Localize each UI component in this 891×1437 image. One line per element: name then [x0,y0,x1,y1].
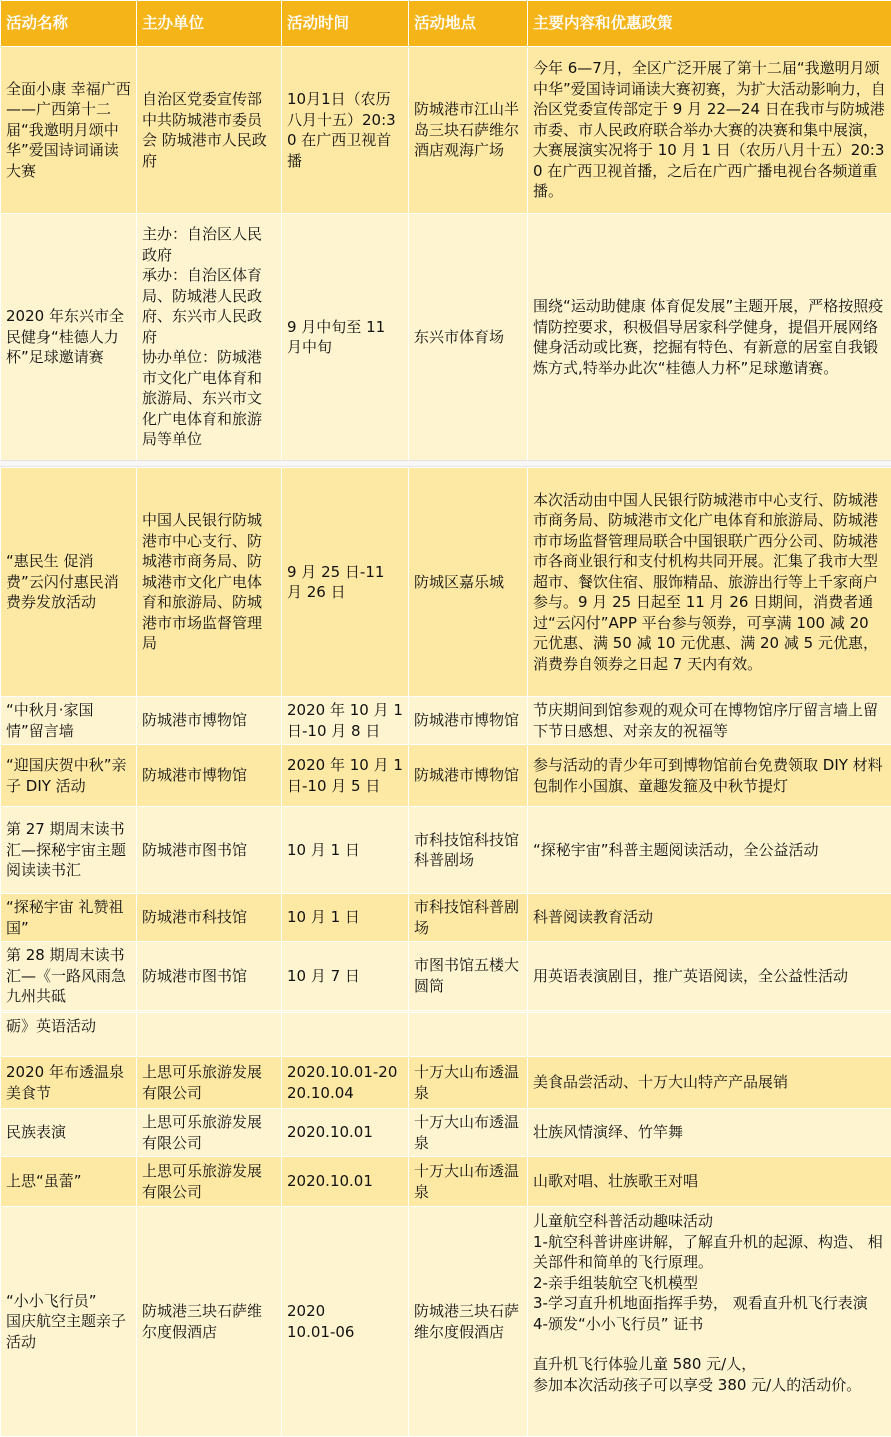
cell-time: 2020 年 10 月 1 日-10 月 8 日 [282,697,409,745]
cell-time: 2020.10.01 [282,1109,409,1157]
header-activity-name: 活动名称 [1,1,137,47]
table-row [1,1057,891,1109]
cell-organizer: 防城港市博物馆 [137,697,282,745]
cell-activity-name: 全面小康 幸福广西 ——广西第十二届“我邀明月颂中华”爱国诗词诵读大赛 [1,47,137,214]
cell-activity-name: 2020 年布透温泉美食节 [1,1057,137,1109]
cell-time: 9 月 25 日-11 月 26 日 [282,468,409,697]
cell-location: 东兴市体育场 [409,214,528,461]
cell-organizer: 防城港市科技馆 [137,894,282,942]
cell-time: 10 月 1 日 [282,807,409,894]
cell-time: 2020.10.01 [282,1157,409,1207]
table-row [1,807,891,894]
cell-location: 防城港市博物馆 [409,745,528,807]
cell-location: 防城港市博物馆 [409,697,528,745]
content-line: 3-学习直升机地面指挥手势， 观看直升机飞行表演 [533,1293,886,1314]
cell-location: 防城区嘉乐城 [409,468,528,697]
cell-content: 节庆期间到馆参观的观众可在博物馆序厅留言墙上留下节日感想、对亲友的祝福等 [528,697,891,745]
content-line: 1-航空科普讲座讲解，了解直升机的起源、构造、 相关部件和简单的飞行原理。 [533,1232,886,1273]
cell-organizer: 上思可乐旅游发展有限公司 [137,1057,282,1109]
cell-activity-name: “中秋月·家国情”留言墙 [1,697,137,745]
cell-location: 市科技馆科技馆科普剧场 [409,807,528,894]
table-row [1,697,891,745]
cell-content: 围绕“运动助健康 体育促发展”主题开展，严格按照疫情防控要求，积极倡导居家科学健身，提倡开展网络健身活动或比赛，挖掘有特色、有新意的居室自我锻炼方式,特举办此次“桂德人力杯”足球邀请赛。 [528,214,891,461]
events-table-page-1 [0,0,891,461]
table-row [1,1109,891,1157]
cell-organizer: 上思可乐旅游发展有限公司 [137,1109,282,1157]
table-row [1,468,891,697]
cell-content: 参与活动的青少年可到博物馆前台免费领取 DIY 材料包制作小国旗、童趣发箍及中秋节提灯 [528,745,891,807]
content-blank-line [533,1334,886,1354]
cell-activity-name: 砺》英语活动 [1,1013,137,1057]
content-line: 2-亲手组装航空飞机模型 [533,1273,886,1294]
cell-activity-name: 第 27 期周末读书汇—探秘宇宙主题阅读读书汇 [1,807,137,894]
cell-organizer: 防城港三块石萨维尔度假酒店 [137,1207,282,1437]
cell-activity-name: “迎国庆贺中秋”亲子 DIY 活动 [1,745,137,807]
page-break-gap [0,460,891,467]
cell-organizer: 自治区党委宣传部 中共防城港市委员会 防城港市人民政府 [137,47,282,214]
content-line: 4-颁发“小小飞行员” 证书 [533,1314,886,1335]
content-line: 儿童航空科普活动趣味活动 [533,1211,886,1232]
cell-time: 10月1日（农历八月十五）20:30 在广西卫视首播 [282,47,409,214]
cell-activity-name: “惠民生 促消费”云闪付惠民消费券发放活动 [1,468,137,697]
cell-content: 用英语表演剧目，推广英语阅读，全公益性活动 [528,942,891,1011]
cell-time: 2020 年 10 月 1 日-10 月 5 日 [282,745,409,807]
cell-content: 山歌对唱、壮族歌王对唱 [528,1157,891,1207]
cell-time: 9 月中旬至 11 月中旬 [282,214,409,461]
cell-organizer: 防城港市图书馆 [137,942,282,1011]
table-row [1,942,891,1011]
cell-activity-name: 民族表演 [1,1109,137,1157]
header-location: 活动地点 [409,1,528,47]
cell-time: 2020.10.01-2020.10.04 [282,1057,409,1109]
cell-time: 10 月 1 日 [282,894,409,942]
cell-location: 市科技馆科普剧场 [409,894,528,942]
cell-time: 10 月 7 日 [282,942,409,1011]
header-content: 主要内容和优惠政策 [528,1,891,47]
cell-activity-name: “小小飞行员” 国庆航空主题亲子活动 [1,1207,137,1437]
table-row [1,745,891,807]
cell-content: 科普阅读教育活动 [528,894,891,942]
content-line: 直升机飞行体验儿童 580 元/人， [533,1354,886,1375]
cell-activity-name: 2020 年东兴市全民健身“桂德人力杯”足球邀请赛 [1,214,137,461]
cell-content: “探秘宇宙”科普主题阅读活动，全公益活动 [528,807,891,894]
content-line: 参加本次活动孩子可以享受 380 元/人的活动价。 [533,1375,886,1396]
cell-activity-name: 第 28 期周末读书汇—《一路风雨急 九州共砥 [1,942,137,1011]
cell-content: 今年 6—7月，全区广泛开展了第十二届“我邀明月颂中华”爱国诗词诵读大赛初赛，为扩大活动影响力，自治区党委宣传部定于 9 月 22—24 日在我市与防城港市委、市人民政府联合举办大赛的决赛和集中展演，大赛展演实况将于 10 月 1 日（农历八月十五）20:30 在广西卫视首播，之后在广西广播电视台各频道重播。 [528,47,891,214]
table-header-row [1,1,891,47]
table-row [1,894,891,942]
table-row [1,47,891,214]
cell-organizer: 上思可乐旅游发展有限公司 [137,1157,282,1207]
header-time: 活动时间 [282,1,409,47]
cell-activity-name: “探秘宇宙 礼赞祖国” [1,894,137,942]
cell-activity-name: 上思“虽蕾” [1,1157,137,1207]
cell-content: 壮族风情演绎、竹竿舞 [528,1109,891,1157]
cell-content [528,1207,891,1437]
cell-time: 2020 10.01-06 [282,1207,409,1437]
cell-organizer: 防城港市博物馆 [137,745,282,807]
cell-content: 本次活动由中国人民银行防城港市中心支行、防城港市商务局、防城港市文化广电体育和旅游局、防城港市市场监督管理局联合中国银联广西分公司、防城港市各商业银行和支付机构共同开展。汇集了我市大型超市、餐饮住宿、服饰精品、旅游出行等上千家商户参与。9 月 25 日起至 11 月 26 日期间，消费者通过“云闪付”APP 平台参与领券，可享满 100 减 20 元优惠、满 50 减 10 元优惠、满 20 减 5 元优惠，消费券自领券之日起 7 天内有效。 [528,468,891,697]
cell-location: 十万大山布透温泉 [409,1157,528,1207]
cell-location: 市图书馆五楼大圆筒 [409,942,528,1011]
header-organizer: 主办单位 [137,1,282,47]
events-table-page-2 [0,467,891,1024]
table-row [1,1157,891,1207]
cell-location: 防城港三块石萨维尔度假酒店 [409,1207,528,1437]
cell-organizer: 中国人民银行防城港市中心支行、防城港市商务局、防城港市文化广电体育和旅游局、防城港市市场监督管理局 [137,468,282,697]
events-table-page-3 [0,1012,891,1437]
table-row [1,1207,891,1437]
cell-organizer: 主办：自治区人民政府 承办：自治区体育局、防城港人民政府、东兴市人民政府 协办单位：防城港市文化广电体育和旅游局、东兴市文化广电体育和旅游局等单位 [137,214,282,461]
table-row [1,214,891,461]
cell-content: 美食品尝活动、十万大山特产产品展销 [528,1057,891,1109]
cell-location: 十万大山布透温泉 [409,1109,528,1157]
cell-location: 防城港市江山半岛三块石萨维尔酒店观海广场 [409,47,528,214]
table-row-continued [1,1013,891,1057]
cell-location: 十万大山布透温泉 [409,1057,528,1109]
cell-organizer: 防城港市图书馆 [137,807,282,894]
